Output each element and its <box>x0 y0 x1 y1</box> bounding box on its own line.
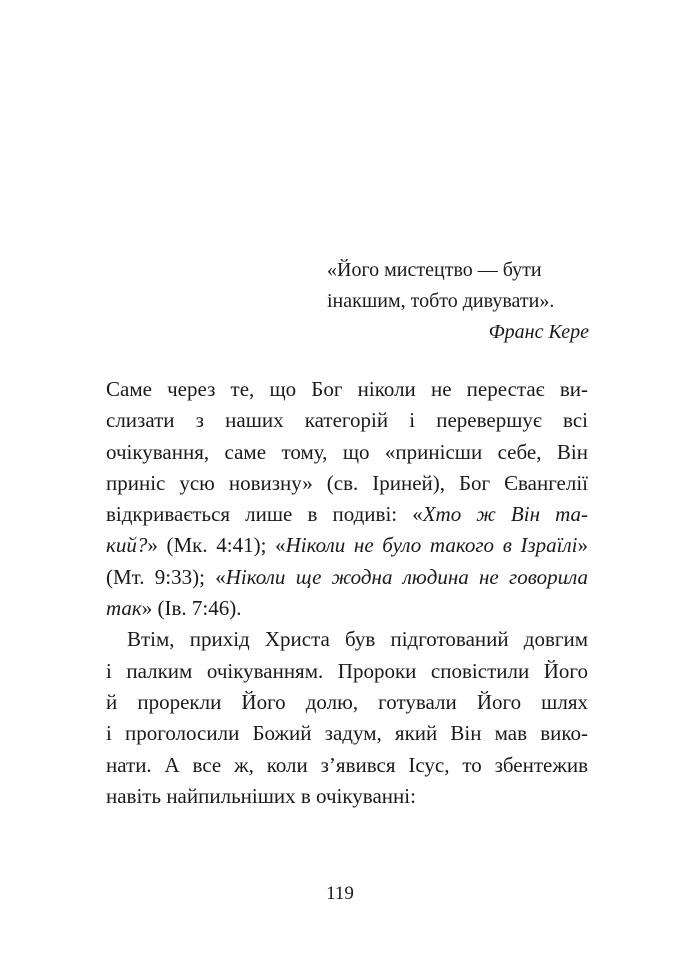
text-line: відкривається лише в подиві: «Хто ж Він та- <box>106 502 588 527</box>
text-line: слизати з наших категорій і перевершує всі <box>106 408 588 433</box>
text-line: так» (Ів. 7:46). <box>106 596 242 621</box>
text-line: приніс усю новизну» (св. Іриней), Бог Євангелії <box>106 470 588 495</box>
text-line: кий?» (Мк. 4:41); «Ніколи не було такого в Ізраїлі» <box>106 533 589 558</box>
paragraph-2 <box>106 624 588 812</box>
text-line: й прорекли Його долю, готували Його шлях <box>106 689 588 714</box>
text-line: навіть найпильніших в очікуванні: <box>106 783 416 808</box>
paragraph-1 <box>106 374 588 624</box>
text-line: Втім, прихід Христа був підготований довгим <box>127 627 588 652</box>
epigraph <box>327 255 589 348</box>
body-text <box>106 374 588 812</box>
text-line: нати. А все ж, коли з’явився Ісус, то збентежив <box>106 752 588 777</box>
text-line: і проголосили Божий задум, який Він мав вико- <box>106 721 588 746</box>
epigraph-author: Франс Кере <box>488 321 589 343</box>
page-number: 119 <box>326 883 354 904</box>
epigraph-line: інакшим, тобто дивувати». <box>327 290 555 312</box>
epigraph-line: «Його мистецтво — бути <box>327 259 542 281</box>
text-line: і палким очікуванням. Пророки сповістили Його <box>106 658 588 683</box>
text-line: (Мт. 9:33); «Ніколи ще жодна людина не говорила <box>106 564 588 589</box>
text-line: очікування, саме тому, що «принісши себе, Він <box>106 439 588 464</box>
text-line: Саме через те, що Бог ніколи не перестає ви- <box>106 377 588 401</box>
